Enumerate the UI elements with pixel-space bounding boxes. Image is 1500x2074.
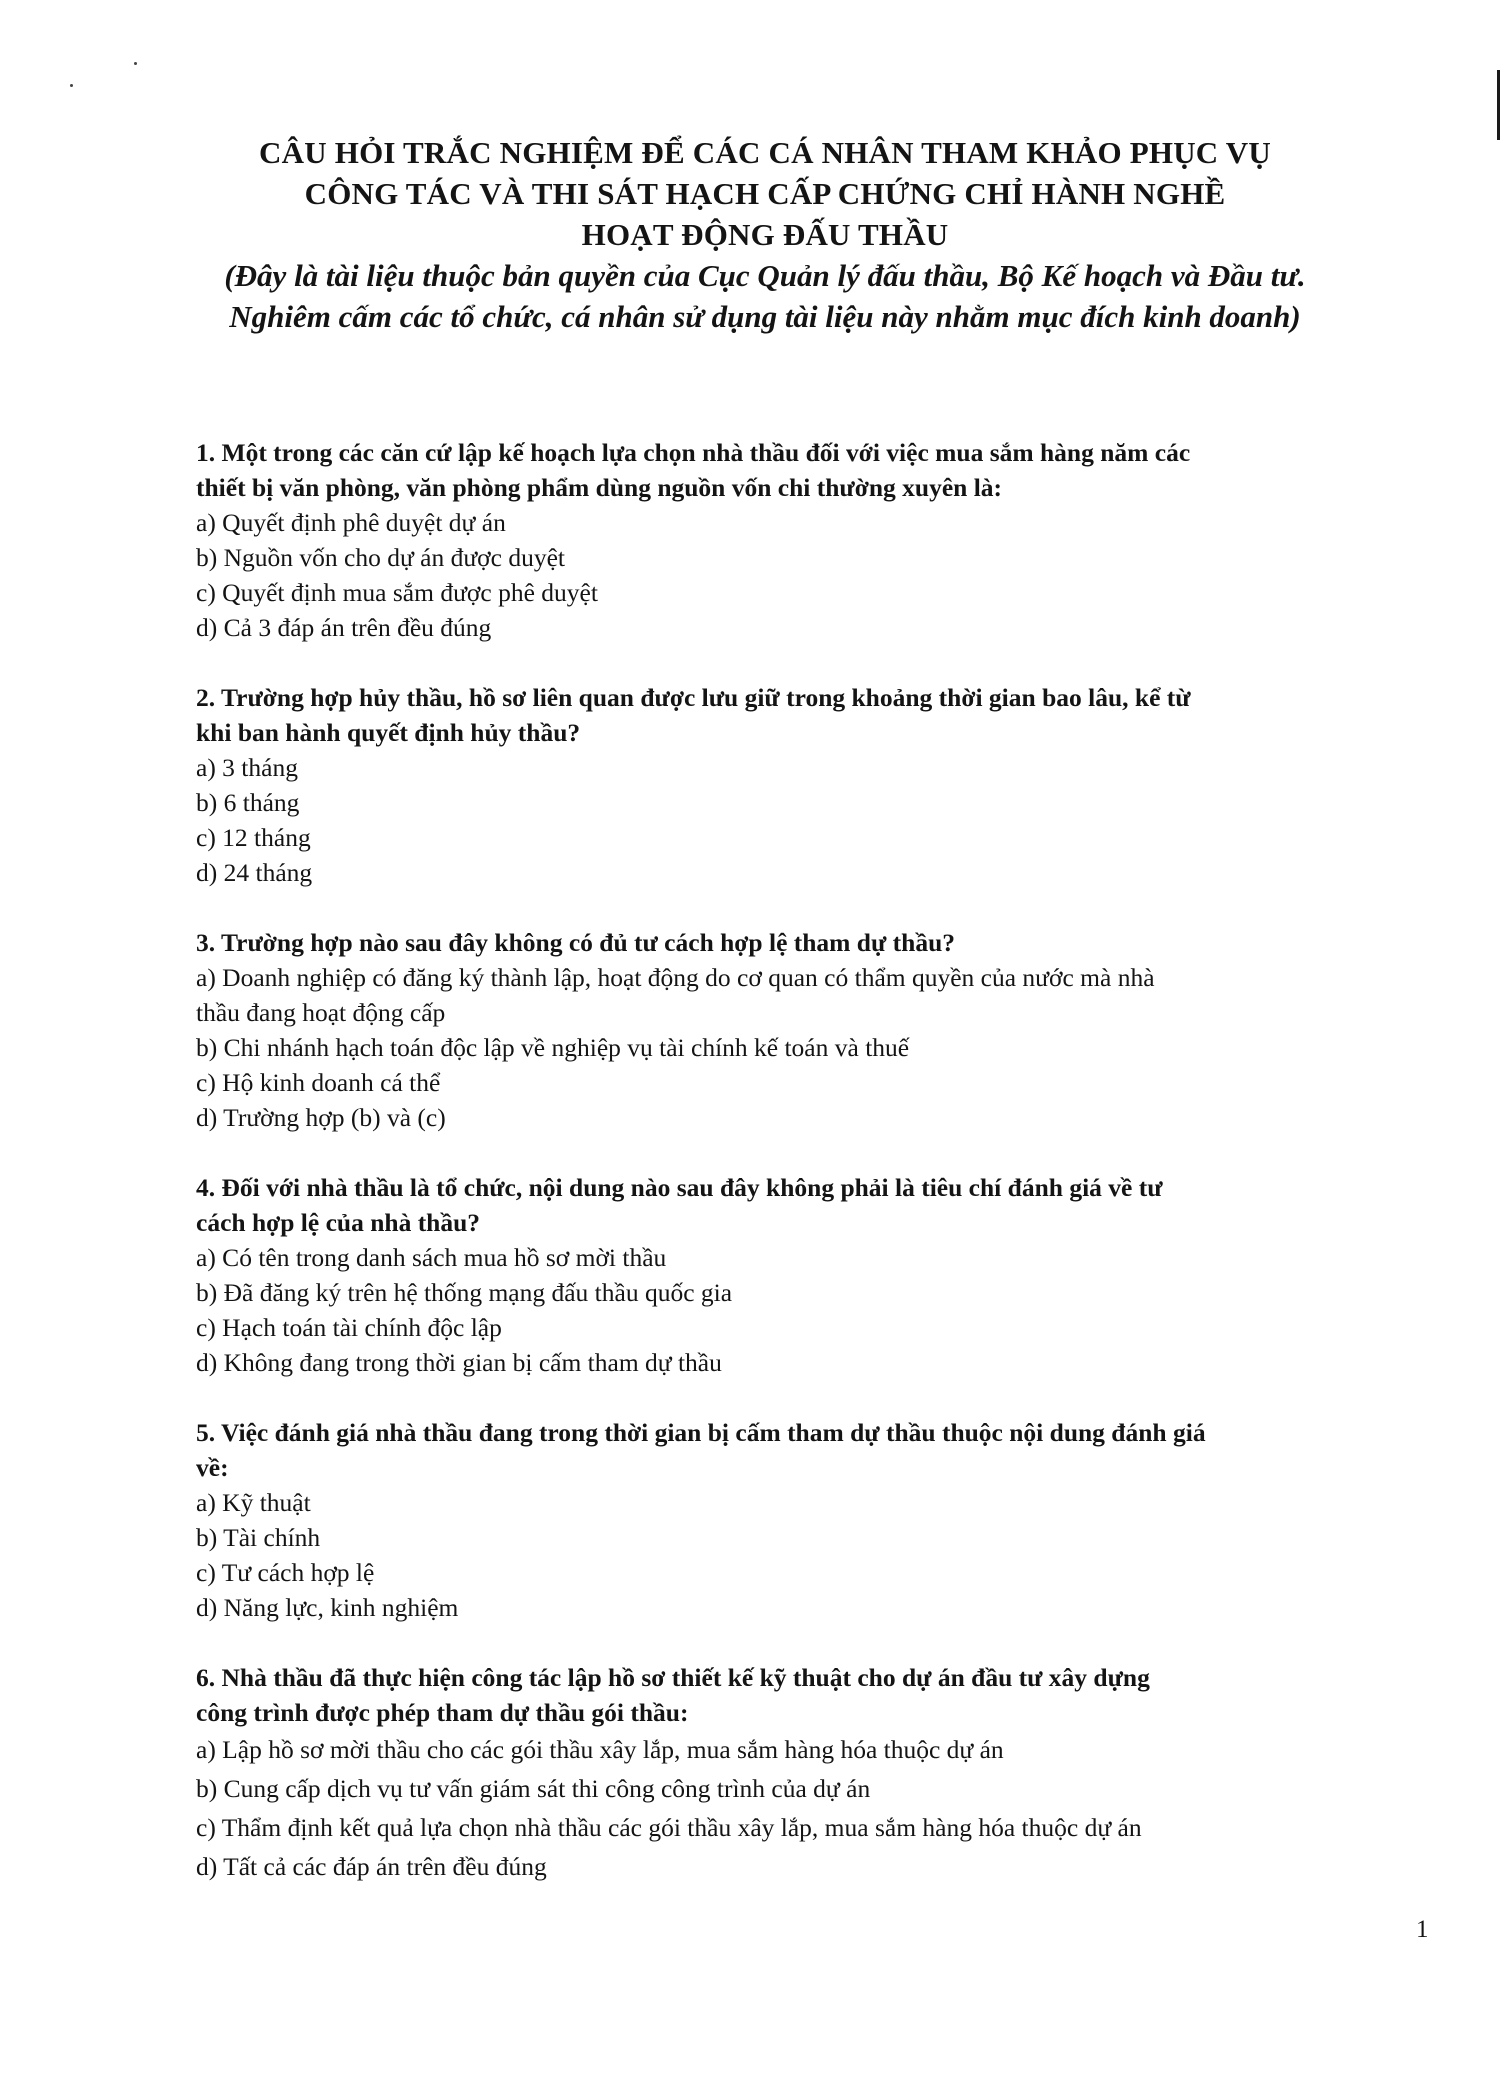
title-line: CÔNG TÁC VÀ THI SÁT HẠCH CẤP CHỨNG CHỈ HÀNH NGHỀ	[304, 176, 1226, 211]
answer-option: a) Quyết định phê duyệt dự án	[196, 508, 506, 537]
question-text: 5. Việc đánh giá nhà thầu đang trong thời gian bị cấm tham dự thầu thuộc nội dung đánh giá	[196, 1418, 1206, 1447]
answer-option: c) Thẩm định kết quả lựa chọn nhà thầu các gói thầu xây lắp, mua sắm hàng hóa thuộc dự án	[196, 1813, 1142, 1842]
copyright-notice-line: Nghiêm cấm các tổ chức, cá nhân sử dụng tài liệu này nhằm mục đích kinh doanh)	[229, 299, 1301, 334]
answer-option: a) 3 tháng	[196, 753, 298, 782]
title-line: CÂU HỎI TRẮC NGHIỆM ĐỂ CÁC CÁ NHÂN THAM KHẢO PHỤC VỤ	[259, 135, 1271, 170]
question-text: cách hợp lệ của nhà thầu?	[196, 1208, 481, 1237]
answer-option: c) Tư cách hợp lệ	[196, 1558, 375, 1587]
question-text: 1. Một trong các căn cứ lập kế hoạch lựa chọn nhà thầu đối với việc mua sắm hàng năm các	[196, 438, 1191, 467]
question-text: thiết bị văn phòng, văn phòng phẩm dùng nguồn vốn chi thường xuyên là:	[196, 473, 1003, 502]
answer-option: b) Nguồn vốn cho dự án được duyệt	[196, 543, 566, 572]
scan-speck	[134, 62, 137, 65]
question-3	[196, 925, 1396, 1135]
scan-speck	[70, 84, 73, 87]
question-text: 6. Nhà thầu đã thực hiện công tác lập hồ sơ thiết kế kỹ thuật cho dự án đầu tư xây dựng	[196, 1663, 1150, 1692]
answer-option: c) Hộ kinh doanh cá thể	[196, 1068, 441, 1097]
answer-option: d) Trường hợp (b) và (c)	[196, 1103, 446, 1132]
question-text: 2. Trường hợp hủy thầu, hồ sơ liên quan được lưu giữ trong khoảng thời gian bao lâu, kể từ	[196, 683, 1191, 712]
answer-option: d) Không đang trong thời gian bị cấm tham dự thầu	[196, 1348, 722, 1377]
page-number: 1	[1416, 1916, 1429, 1943]
question-2	[196, 680, 1396, 890]
question-list	[196, 435, 1396, 1886]
answer-option: c) 12 tháng	[196, 823, 311, 852]
answer-option: c) Hạch toán tài chính độc lập	[196, 1313, 502, 1342]
question-text: công trình được phép tham dự thầu gói thầu:	[196, 1698, 689, 1727]
answer-option: d) Cả 3 đáp án trên đều đúng	[196, 613, 492, 642]
answer-option: a) Kỹ thuật	[196, 1488, 311, 1517]
title-line: HOẠT ĐỘNG ĐẤU THẦU	[581, 217, 949, 252]
answer-option: a) Doanh nghiệp có đăng ký thành lập, hoạt động do cơ quan có thẩm quyền của nước mà nhà	[196, 963, 1155, 992]
answer-option: b) 6 tháng	[196, 788, 300, 817]
question-6	[196, 1660, 1396, 1886]
question-text: khi ban hành quyết định hủy thầu?	[196, 718, 581, 747]
answer-option: b) Chi nhánh hạch toán độc lập về nghiệp vụ tài chính kế toán và thuế	[196, 1033, 910, 1062]
answer-option: c) Quyết định mua sắm được phê duyệt	[196, 578, 598, 607]
question-text: 3. Trường hợp nào sau đây không có đủ tư cách hợp lệ tham dự thầu?	[196, 928, 956, 957]
document-header	[150, 132, 1380, 337]
answer-option: b) Đã đăng ký trên hệ thống mạng đấu thầu quốc gia	[196, 1278, 733, 1307]
answer-option-continuation: thầu đang hoạt động cấp	[196, 998, 446, 1027]
question-text: 4. Đối với nhà thầu là tổ chức, nội dung nào sau đây không phải là tiêu chí đánh giá về tư	[196, 1173, 1163, 1202]
question-text: về:	[196, 1453, 229, 1482]
answer-option: d) Tất cả các đáp án trên đều đúng	[196, 1852, 547, 1881]
answer-option: d) Năng lực, kinh nghiệm	[196, 1593, 459, 1622]
answer-option: b) Tài chính	[196, 1523, 321, 1552]
question-1	[196, 435, 1396, 645]
answer-option: b) Cung cấp dịch vụ tư vấn giám sát thi công công trình của dự án	[196, 1774, 871, 1803]
answer-option: a) Lập hồ sơ mời thầu cho các gói thầu xây lắp, mua sắm hàng hóa thuộc dự án	[196, 1735, 1004, 1764]
answer-option: d) 24 tháng	[196, 858, 313, 887]
copyright-notice-line: (Đây là tài liệu thuộc bản quyền của Cục Quản lý đấu thầu, Bộ Kế hoạch và Đầu tư.	[224, 258, 1306, 293]
question-5	[196, 1415, 1396, 1625]
answer-option: a) Có tên trong danh sách mua hồ sơ mời thầu	[196, 1243, 667, 1272]
question-4	[196, 1170, 1396, 1380]
